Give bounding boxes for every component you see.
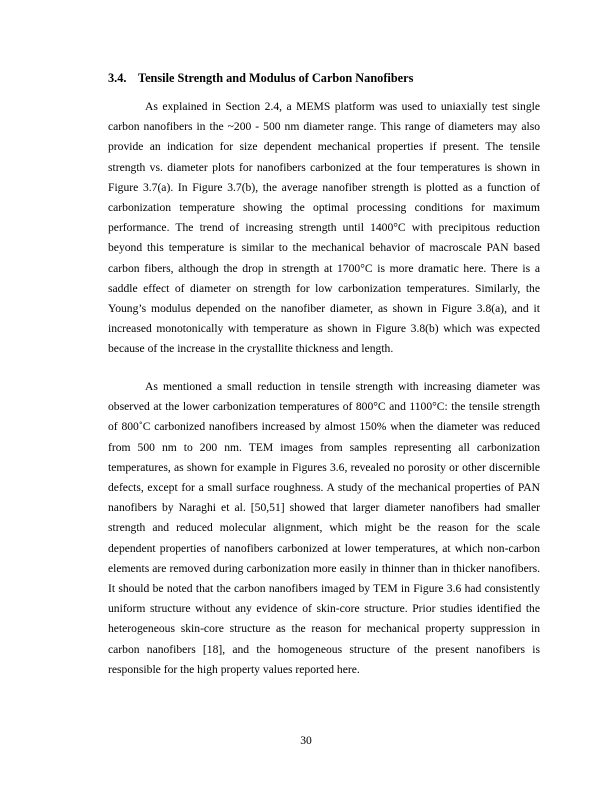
body-paragraph-2: As mentioned a small reduction in tensile strength with increasing diameter was observed at the lower carbonization temperatures of 800°C and 1100°C: the tensile strength of 800˚C carbonized nanofibers increased by almost 150% when the diameter was reduced from 500 nm to 200 nm. TEM images from samples representing all carbonization temperatures, as shown for example in Figures 3.6, revealed no porosity or other discernible defects, except for a small surface roughness. A study of the mechanical properties of PAN nanofibers by Naraghi et al. [50,51] showed that larger diameter nanofibers had smaller strength and reduced molecular alignment, which might be the reason for the scale dependent properties of nanofibers carbonized at lower temperatures, at which non-carbon elements are removed during carbonization more easily in thinner than in thicker nanofibers. It should be noted that the carbon nanofibers imaged by TEM in Figure 3.6 had consistently uniform structure without any evidence of skin-core structure. Prior studies identified the heterogeneous skin-core structure as the reason for mechanical property suppression in carbon nanofibers [18], and the homogeneous structure of the present nanofibers is responsible for the high property values reported here. <box>108 380 540 676</box>
page-number: 30 <box>300 734 312 747</box>
body-paragraph-1: As explained in Section 2.4, a MEMS platform was used to uniaxially test single carbon nanofibers in the ~200 - 500 nm diameter range. This range of diameters may also provide an indication for size dependent mechanical properties if present. The tensile strength vs. diameter plots for nanofibers carbonized at the four temperatures is shown in Figure 3.7(a). In Figure 3.7(b), the average nanofiber strength is plotted as a function of carbonization temperature showing the optimal processing conditions for maximum performance. The trend of increasing strength until 1400°C with precipitous reduction beyond this temperature is similar to the mechanical behavior of macroscale PAN based carbon fibers, although the drop in strength at 1700°C is more dramatic here. There is a saddle effect of diameter on strength for low carbonization temperatures. Similarly, the Young’s modulus depended on the nanofiber diameter, as shown in Figure 3.8(a), and it increased monotonically with temperature as shown in Figure 3.8(b) which was expected because of the increase in the crystallite thickness and length. <box>108 100 540 356</box>
section-heading <box>108 70 538 86</box>
section-title: Tensile Strength and Modulus of Carbon Nanofibers <box>138 71 414 85</box>
section-number: 3.4. <box>108 71 127 85</box>
